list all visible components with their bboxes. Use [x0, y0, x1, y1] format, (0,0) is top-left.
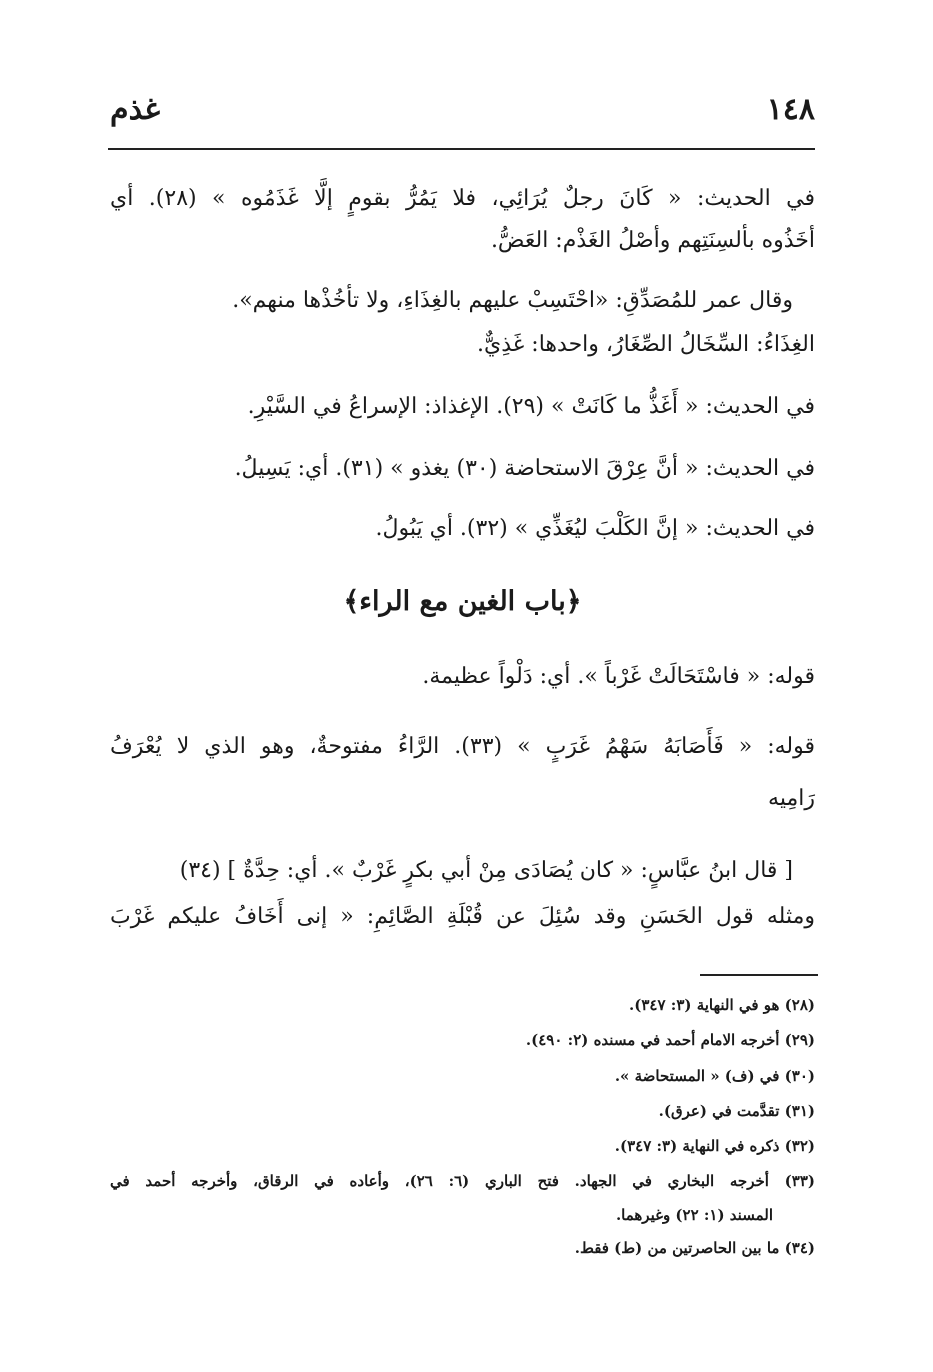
footnote-30: (٣٠) في (ف) « المستحاضة ». [614, 1067, 815, 1085]
paragraph-line [110, 186, 815, 211]
footnote-33: (٣٣) أخرجه البخاري في الجهاد. فتح الباري (٦: ٢٦)، وأعاده في الرقاق، وأخرجه أحمد في [110, 1172, 815, 1190]
text-line: [ قال ابنُ عبَّاسٍ: « كان يُصَادَى مِنْ أبي بكرٍ غَرْبٌ ». أي: حِدَّةٌ ] (٣٤) [179, 858, 793, 883]
header-divider [108, 148, 815, 150]
text-line: أخَذُوه بألسِنَتِهم وأصْلُ الغَذْم: العَضُّ. [490, 228, 815, 253]
footnote [110, 1102, 815, 1122]
page-header [110, 92, 815, 132]
paragraph-line [110, 516, 815, 541]
paragraph-line [110, 904, 815, 929]
footnote [110, 1172, 815, 1192]
footnote-31: (٣١) تقدَّمت في (عرق). [658, 1102, 815, 1120]
paragraph-line [110, 786, 815, 811]
footnote [110, 996, 815, 1016]
paragraph-line [110, 858, 793, 883]
paragraph-line [110, 332, 815, 357]
running-head: غذم [110, 92, 161, 127]
text-line: وقال عمر للمُصَدِّقِ: «احْتَسِبْ عليهم بالغِذَاءِ، ولا تأخُذْها منهم». [232, 288, 793, 313]
paragraph-line [110, 228, 815, 253]
paragraph-line [110, 288, 793, 313]
paragraph-line [110, 456, 815, 481]
text-line: في الحديث: « إنَّ الكَلْبَ ليُغَذِّي » (٣٢). أي يَبُولُ. [375, 516, 815, 541]
footnote-divider [700, 974, 818, 976]
paragraph-line [110, 664, 815, 689]
footnote-32: (٣٢) ذكره في النهاية (٣: ٣٤٧). [614, 1137, 815, 1155]
footnote-29: (٢٩) أخرجه الامام أحمد في مسنده (٢: ٤٩٠). [525, 1031, 815, 1049]
text-line: قوله: « فاسْتَحَالَتْ غَرْباً ». أي: دَلْواً عظيمة. [422, 664, 815, 689]
paragraph-line [110, 394, 815, 419]
text-line: رَامِيه [768, 786, 815, 811]
text-line: في الحديث: « أَغَذُّ ما كَانَتْ » (٢٩). الإغذاذ: الإسراعُ في السَّيْرِ. [247, 394, 815, 419]
paragraph-line [110, 734, 815, 759]
footnote [110, 1031, 815, 1051]
footnote [110, 1067, 815, 1087]
footnote [110, 1239, 815, 1259]
text-line: الغِذَاءُ: السِّخَالُ الصِّغَارُ، واحدها: غَذِيٌّ. [477, 332, 815, 357]
footnote [110, 1137, 815, 1157]
section-title: ﴿باب الغين مع الراء﴾ [343, 586, 582, 617]
text-line: ومثله قول الحَسَنِ وقد سُئِلَ عن قُبْلَةِ الصَّائِمِ: « إنى أَخَافُ عليكم غَرْبَ [110, 904, 815, 929]
footnote-34: (٣٤) ما بين الحاصرتين من (ط) فقط. [574, 1239, 815, 1257]
text-line: في الحديث: « كَانَ رجلٌ يُرَائِي، فلا يَمُرُّ بقومٍ إلَّا غَذَمُوه » (٢٨). أي [110, 186, 815, 211]
footnote-28: (٢٨) هو في النهاية (٣: ٣٤٧). [629, 996, 815, 1014]
page-number: ١٤٨ [766, 92, 815, 127]
text-line: في الحديث: « أنَّ عِرْقَ الاستحاضة (٣٠) يغذو » (٣١). أي: يَسِيلُ. [234, 456, 815, 481]
footnote-33-continued: المسند (١: ٢٢) وغيرهما. [615, 1206, 773, 1224]
footnote [110, 1206, 773, 1226]
text-line: قوله: « فَأَصَابَهُ سَهْمُ غَرَبٍ » (٣٣). الرَّاءُ مفتوحةٌ، وهو الذي لا يُعْرَفُ [110, 734, 815, 759]
